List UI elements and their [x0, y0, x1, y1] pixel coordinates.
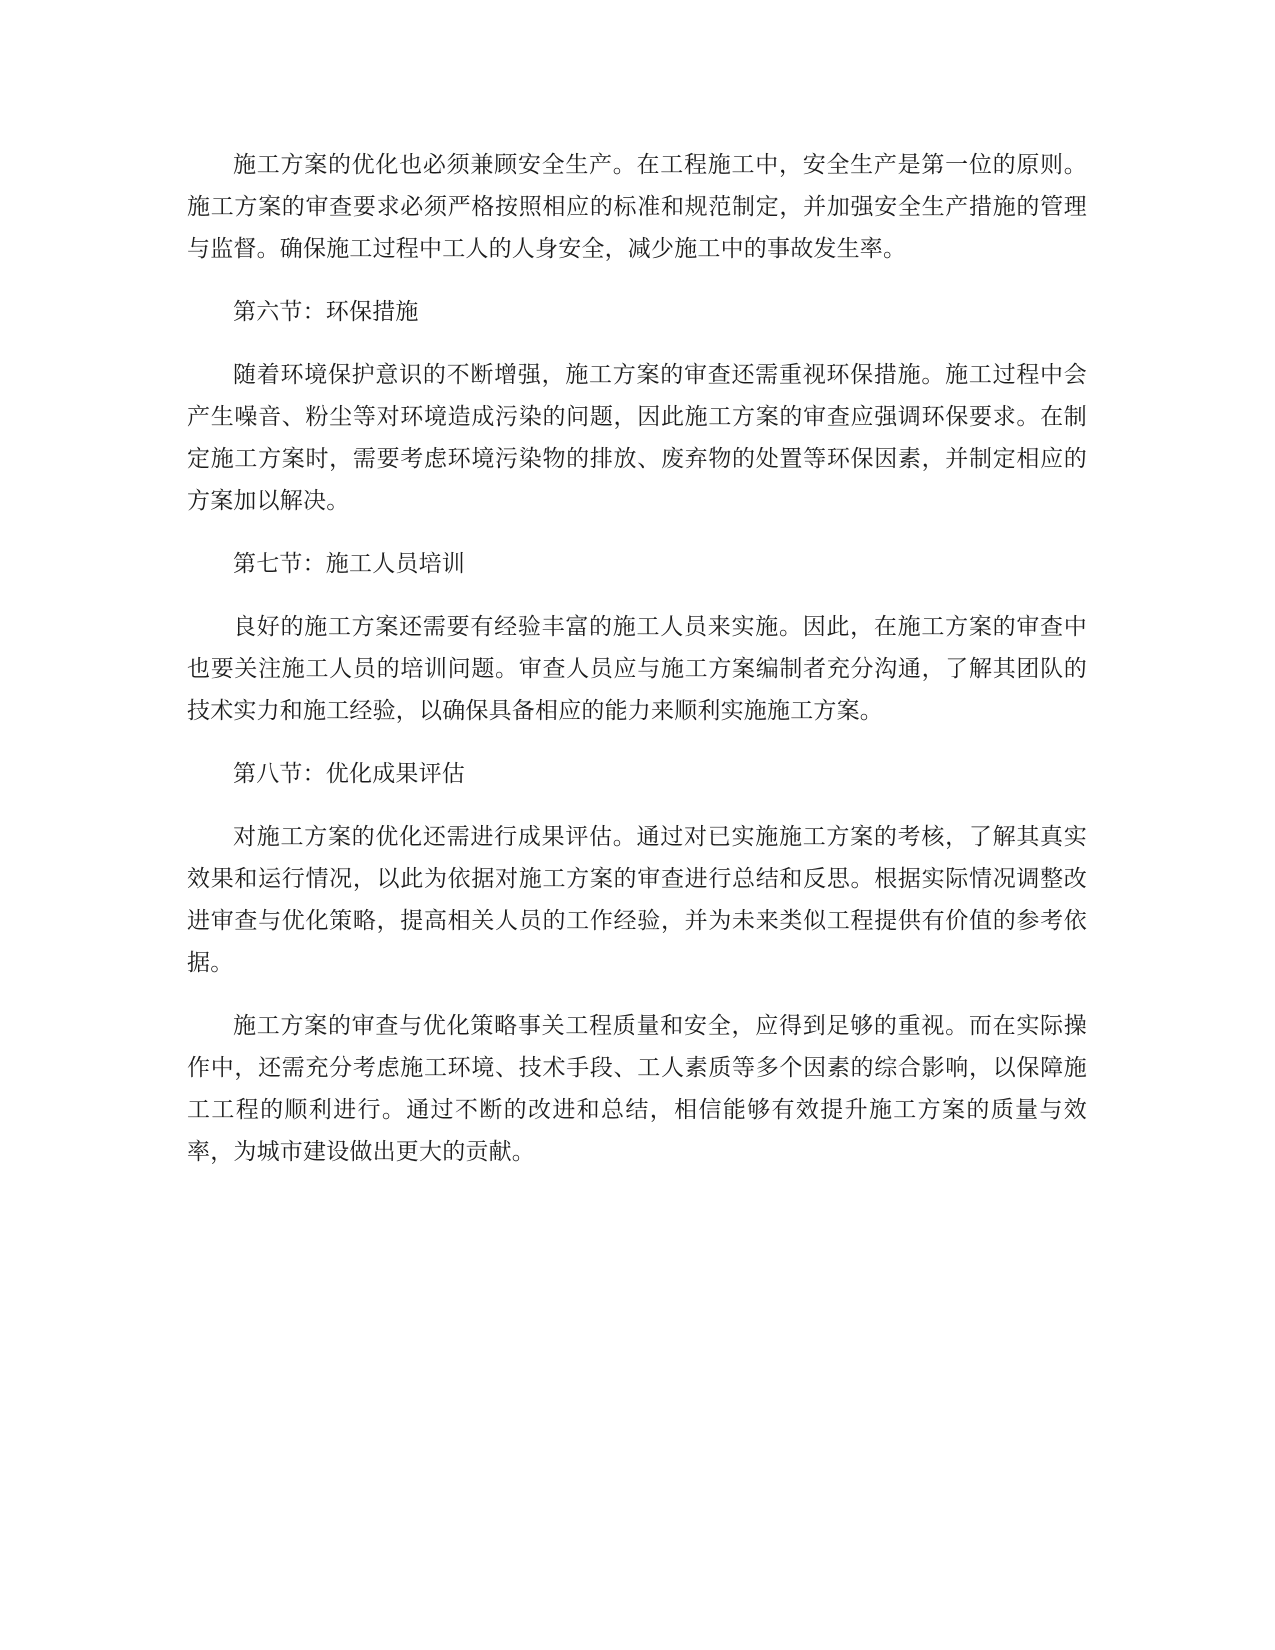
- section-heading-environment: 第六节：环保措施: [233, 299, 419, 325]
- document-body: [187, 144, 1087, 1194]
- section-heading-training: 第七节：施工人员培训: [233, 551, 465, 577]
- paragraph-environment: 随着环境保护意识的不断增强，施工方案的审查还需重视环保措施。施工过程中会产生噪音、粉尘等对环境造成污染的问题，因此施工方案的审查应强调环保要求。在制定施工方案时，需要考虑环境污染物的排放、废弃物的处置等环保因素，并制定相应的方案加以解决。: [187, 362, 1087, 514]
- paragraph-evaluation: 对施工方案的优化还需进行成果评估。通过对已实施施工方案的考核，了解其真实效果和运行情况，以此为依据对施工方案的审查进行总结和反思。根据实际情况调整改进审查与优化策略，提高相关人员的工作经验，并为未来类似工程提供有价值的参考依据。: [187, 824, 1087, 976]
- paragraph-training: 良好的施工方案还需要有经验丰富的施工人员来实施。因此，在施工方案的审查中也要关注施工人员的培训问题。审查人员应与施工方案编制者充分沟通，了解其团队的技术实力和施工经验，以确保具备相应的能力来顺利实施施工方案。: [187, 614, 1087, 724]
- paragraph-conclusion: 施工方案的审查与优化策略事关工程质量和安全，应得到足够的重视。而在实际操作中，还需充分考虑施工环境、技术手段、工人素质等多个因素的综合影响，以保障施工工程的顺利进行。通过不断的改进和总结，相信能够有效提升施工方案的质量与效率，为城市建设做出更大的贡献。: [187, 1013, 1087, 1165]
- section-heading-evaluation: 第八节：优化成果评估: [233, 761, 465, 787]
- paragraph-safety: 施工方案的优化也必须兼顾安全生产。在工程施工中，安全生产是第一位的原则。施工方案的审查要求必须严格按照相应的标准和规范制定，并加强安全生产措施的管理与监督。确保施工过程中工人的人身安全，减少施工中的事故发生率。: [187, 152, 1087, 262]
